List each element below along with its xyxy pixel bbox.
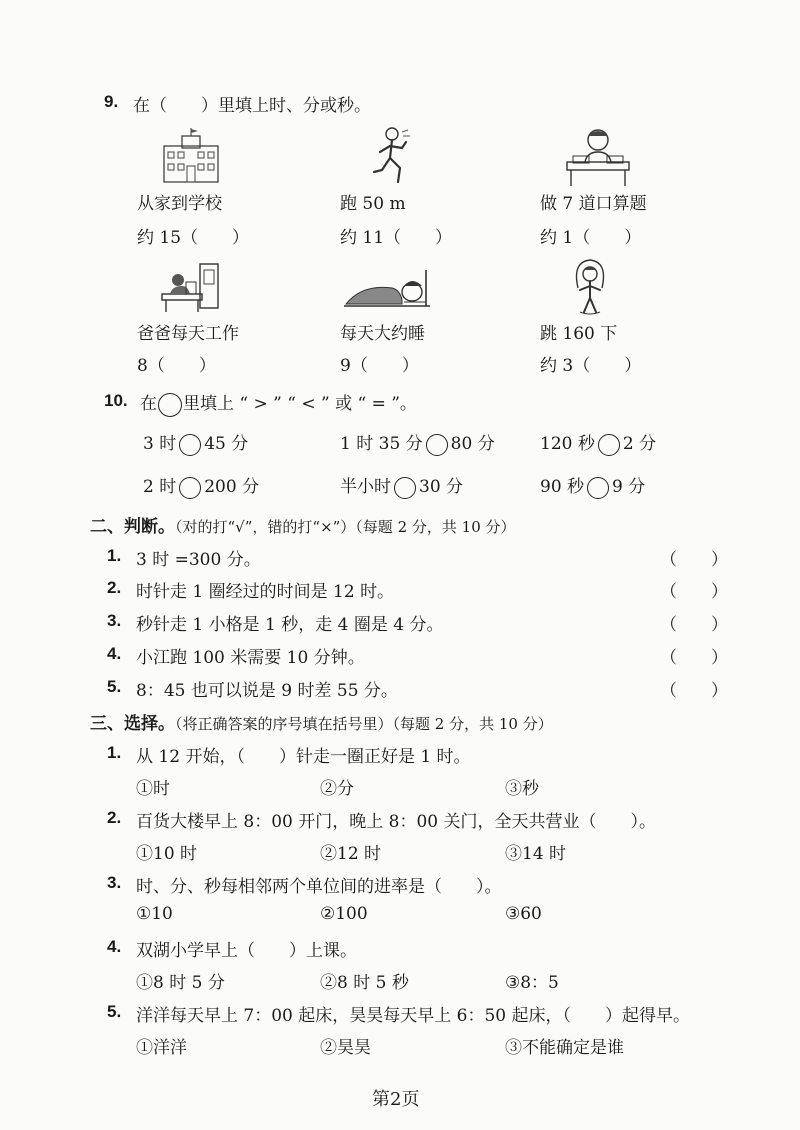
choice-option[interactable]: ②12 时 bbox=[320, 844, 382, 864]
judge-answer-bracket[interactable]: （ ） bbox=[660, 615, 728, 635]
choice-question: 从 12 开始，（ ）针走一圈正好是 1 时。 bbox=[136, 747, 471, 767]
choice-option[interactable]: ③60 bbox=[505, 904, 542, 924]
choice-option[interactable]: ③8：5 bbox=[505, 973, 559, 993]
judge-section-header bbox=[90, 512, 516, 537]
q9-item-answer[interactable]: 8（ ） bbox=[137, 356, 216, 376]
q9-item-label: 从家到学校 bbox=[137, 194, 222, 214]
q9-item-label: 跳 160 下 bbox=[540, 324, 618, 344]
compare-circle[interactable] bbox=[598, 434, 620, 456]
judge-answer-bracket[interactable]: （ ） bbox=[660, 550, 728, 570]
choice-number: 5. bbox=[107, 1002, 122, 1021]
judge-text: 3 时 =300 分。 bbox=[136, 550, 261, 570]
choice-number: 1. bbox=[107, 743, 122, 762]
compare-circle[interactable] bbox=[179, 477, 201, 499]
office-desk-icon bbox=[160, 262, 222, 314]
judge-text: 小江跑 100 米需要 10 分钟。 bbox=[136, 648, 365, 668]
jump-rope-icon bbox=[570, 258, 610, 316]
judge-number: 4. bbox=[107, 644, 122, 663]
judge-number: 5. bbox=[107, 677, 122, 696]
q9-item-answer[interactable]: 约 11（ ） bbox=[340, 228, 453, 248]
comparison-item: 1 时 35 分 80 分 bbox=[340, 434, 495, 454]
judge-answer-bracket[interactable]: （ ） bbox=[660, 582, 728, 602]
judge-number: 2. bbox=[107, 578, 122, 597]
choice-option[interactable]: ②分 bbox=[320, 779, 354, 799]
choice-number: 3. bbox=[107, 873, 122, 892]
q9-prompt: 在（ ）里填上时、分或秒。 bbox=[133, 96, 371, 116]
compare-circle[interactable] bbox=[587, 477, 609, 499]
section-title: 二、判断。 bbox=[90, 517, 175, 537]
q9-item-label: 跑 50 m bbox=[340, 194, 406, 214]
choice-option[interactable]: ③不能确定是谁 bbox=[505, 1038, 624, 1058]
sleeping-person-icon bbox=[342, 266, 432, 312]
running-person-icon bbox=[372, 126, 412, 188]
judge-number: 3. bbox=[107, 611, 122, 630]
q9-item-answer[interactable]: 约 1（ ） bbox=[540, 228, 642, 248]
section-note: （对的打“√”，错的打“×”）（每题 2 分，共 10 分） bbox=[175, 518, 516, 536]
compare-circle[interactable] bbox=[426, 434, 448, 456]
choice-option[interactable]: ③秒 bbox=[505, 779, 539, 799]
q9-item-label: 做 7 道口算题 bbox=[540, 194, 647, 214]
judge-answer-bracket[interactable]: （ ） bbox=[660, 648, 728, 668]
q9-number: 9. bbox=[104, 92, 119, 111]
comparison-item: 90 秒 9 分 bbox=[540, 477, 646, 497]
choice-option[interactable]: ①时 bbox=[136, 779, 170, 799]
compare-circle[interactable] bbox=[394, 477, 416, 499]
page-number: 第2页 bbox=[372, 1089, 420, 1110]
choice-question: 时、分、秒每相邻两个单位间的进率是（ ）。 bbox=[136, 877, 502, 897]
comparison-item: 2 时 200 分 bbox=[143, 477, 260, 497]
choice-option[interactable]: ①8 时 5 分 bbox=[136, 973, 225, 993]
compare-circle[interactable] bbox=[179, 434, 201, 456]
q9-item-label: 每天大约睡 bbox=[340, 324, 425, 344]
choice-section-header bbox=[90, 709, 553, 734]
choice-option[interactable]: ①10 bbox=[136, 904, 173, 924]
q9-item-answer[interactable]: 9（ ） bbox=[340, 356, 419, 376]
q10-prompt: 在 里填上 “ > ” “ < ” 或 “ = ”。 bbox=[140, 389, 417, 417]
choice-option[interactable]: ①洋洋 bbox=[136, 1038, 187, 1058]
school-building-icon bbox=[160, 128, 222, 186]
section-note: （将正确答案的序号填在括号里）（每题 2 分，共 10 分） bbox=[175, 715, 553, 733]
judge-number: 1. bbox=[107, 546, 122, 565]
choice-option[interactable]: ①10 时 bbox=[136, 844, 198, 864]
choice-option[interactable]: ③14 时 bbox=[505, 844, 567, 864]
judge-answer-bracket[interactable]: （ ） bbox=[660, 681, 728, 701]
student-desk-icon bbox=[563, 126, 633, 188]
q9-item-answer[interactable]: 约 15（ ） bbox=[137, 228, 250, 248]
q9-item-answer[interactable]: 约 3（ ） bbox=[540, 356, 642, 376]
choice-number: 4. bbox=[107, 937, 122, 956]
judge-text: 秒针走 1 小格是 1 秒，走 4 圈是 4 分。 bbox=[136, 615, 444, 635]
choice-question: 百货大楼早上 8：00 开门，晚上 8：00 关门，全天共营业（ ）。 bbox=[136, 812, 657, 832]
judge-text: 8：45 也可以说是 9 时差 55 分。 bbox=[136, 681, 398, 701]
choice-option[interactable]: ②昊昊 bbox=[320, 1038, 371, 1058]
choice-option[interactable]: ②8 时 5 秒 bbox=[320, 973, 409, 993]
judge-text: 时针走 1 圈经过的时间是 12 时。 bbox=[136, 582, 395, 602]
compare-circle-sample bbox=[158, 393, 182, 417]
comparison-item: 3 时 45 分 bbox=[143, 434, 249, 454]
choice-question: 洋洋每天早上 7：00 起床，昊昊每天早上 6：50 起床，（ ）起得早。 bbox=[136, 1006, 691, 1026]
section-title: 三、选择。 bbox=[90, 714, 175, 734]
q9-item-label: 爸爸每天工作 bbox=[137, 324, 239, 344]
comparison-item: 120 秒 2 分 bbox=[540, 434, 657, 454]
choice-option[interactable]: ②100 bbox=[320, 904, 368, 924]
q10-number: 10. bbox=[104, 391, 128, 410]
choice-number: 2. bbox=[107, 808, 122, 827]
comparison-item: 半小时 30 分 bbox=[340, 477, 464, 497]
choice-question: 双湖小学早上（ ）上课。 bbox=[136, 941, 357, 961]
